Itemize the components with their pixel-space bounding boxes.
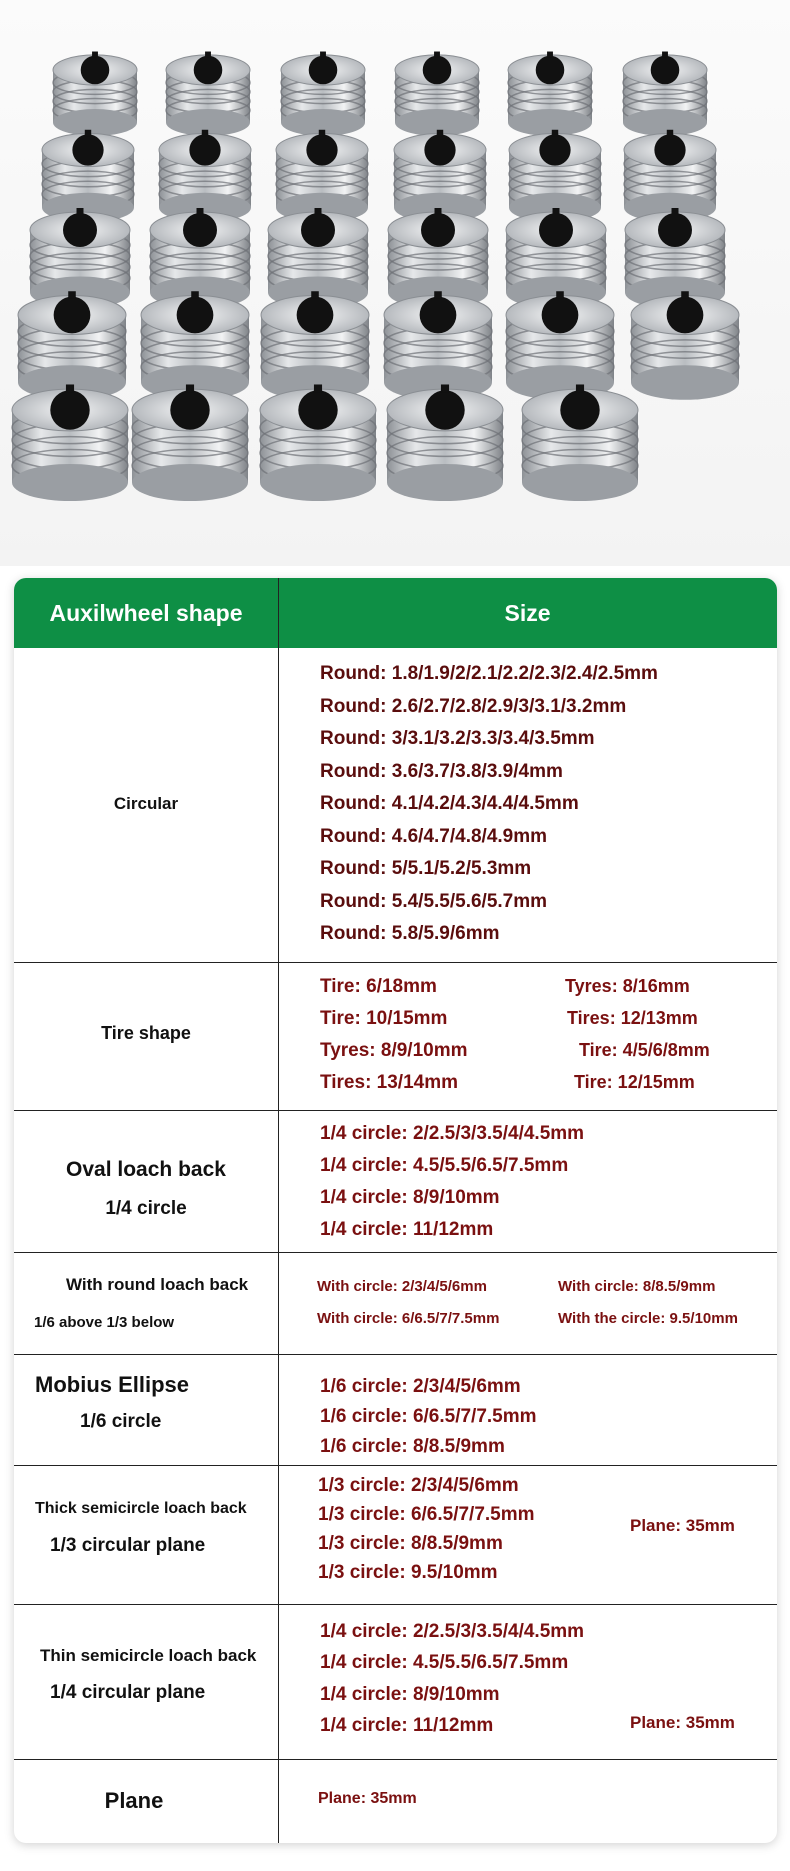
header-size: Size xyxy=(504,600,551,626)
pulley-wheel xyxy=(260,384,376,501)
size-text: 1/3 circle: 8/8.5/9mm xyxy=(318,1533,503,1554)
product-photo xyxy=(0,0,790,566)
size-text: 1/3 circle: 2/3/4/5/6mm xyxy=(318,1475,519,1496)
row-label-plane: Plane xyxy=(104,1788,164,1813)
size-text: 1/3 circle: 6/6.5/7/7.5mm xyxy=(318,1504,535,1525)
pulley-wheel xyxy=(384,291,492,400)
pulley-wheel xyxy=(522,384,638,501)
size-text: 1/4 circle: 11/12mm xyxy=(320,1219,494,1240)
size-text: Round: 4.6/4.7/4.8/4.9mm xyxy=(320,826,548,847)
pulley-wheel xyxy=(631,291,739,400)
row-divider xyxy=(14,1604,777,1605)
size-text: 1/3 circle: 9.5/10mm xyxy=(318,1562,498,1583)
size-text: Tire: 10/15mm xyxy=(320,1008,448,1029)
row-divider xyxy=(14,1465,777,1466)
pulley-wheel xyxy=(159,130,251,222)
size-text: Plane: 35mm xyxy=(318,1790,417,1807)
pulley-wheels-image xyxy=(0,0,790,566)
row-label-thick: Thick semicircle loach back xyxy=(35,1500,247,1517)
pulley-wheel xyxy=(625,208,725,309)
pulley-wheel xyxy=(276,130,368,222)
pulley-wheel xyxy=(281,52,365,136)
row-label-round-back: With round loach back xyxy=(66,1275,249,1294)
row-label-mobius: Mobius Ellipse xyxy=(35,1372,190,1397)
pulley-wheel xyxy=(132,384,248,501)
pulley-wheel xyxy=(506,291,614,400)
pulley-wheel xyxy=(141,291,249,400)
size-text: 1/6 circle: 8/8.5/9mm xyxy=(320,1436,505,1457)
size-text-plane: Plane: 35mm xyxy=(630,1516,735,1535)
pulley-wheel xyxy=(42,130,134,222)
size-text: With circle: 8/8.5/9mm xyxy=(558,1278,716,1295)
size-text: Tire: 6/18mm xyxy=(320,976,437,997)
pulley-wheel xyxy=(30,208,130,309)
size-text: Round: 3/3.1/3.2/3.3/3.4/3.5mm xyxy=(320,728,595,749)
size-text: Round: 5.4/5.5/5.6/5.7mm xyxy=(320,891,548,912)
pulley-wheel xyxy=(150,208,250,309)
size-text: Tires: 13/14mm xyxy=(320,1072,459,1093)
size-text: Tyres: 8/9/10mm xyxy=(320,1040,468,1061)
size-text: 1/4 circle: 4.5/5.5/6.5/7.5mm xyxy=(320,1155,569,1176)
pulley-wheel xyxy=(395,52,479,136)
row-sublabel-round-back: 1/6 above 1/3 below xyxy=(34,1314,175,1331)
size-text: 1/4 circle: 11/12mm xyxy=(320,1715,494,1736)
pulley-wheel xyxy=(623,52,707,136)
size-text: With circle: 6/6.5/7/7.5mm xyxy=(317,1310,500,1327)
pulley-wheel xyxy=(53,52,137,136)
size-text-plane: Plane: 35mm xyxy=(630,1713,735,1732)
column-divider xyxy=(278,578,279,1843)
size-text: Round: 1.8/1.9/2/2.1/2.2/2.3/2.4/2.5mm xyxy=(320,663,658,684)
header-shape: Auxilwheel shape xyxy=(49,600,243,626)
size-text: Round: 5/5.1/5.2/5.3mm xyxy=(320,858,532,879)
size-text: With the circle: 9.5/10mm xyxy=(558,1310,738,1327)
pulley-wheel xyxy=(261,291,369,400)
size-text: 1/6 circle: 2/3/4/5/6mm xyxy=(320,1376,521,1397)
row-divider xyxy=(14,1759,777,1760)
row-label-oval: Oval loach back xyxy=(66,1158,226,1181)
size-text: 1/6 circle: 6/6.5/7/7.5mm xyxy=(320,1406,537,1427)
row-sublabel-thin: 1/4 circular plane xyxy=(50,1682,206,1703)
size-text: With circle: 2/3/4/5/6mm xyxy=(317,1278,487,1295)
pulley-wheel xyxy=(387,384,503,501)
size-text: 1/4 circle: 2/2.5/3/3.5/4/4.5mm xyxy=(320,1621,585,1642)
size-text: 1/4 circle: 2/2.5/3/3.5/4/4.5mm xyxy=(320,1123,585,1144)
row-sublabel-mobius: 1/6 circle xyxy=(80,1411,162,1432)
size-text: 1/4 circle: 8/9/10mm xyxy=(320,1187,500,1208)
pulley-wheel xyxy=(18,291,126,400)
row-sublabel-oval: 1/4 circle xyxy=(105,1198,187,1219)
row-label-tire: Tire shape xyxy=(101,1023,191,1043)
row-label-thin: Thin semicircle loach back xyxy=(40,1646,257,1665)
size-text: 1/4 circle: 8/9/10mm xyxy=(320,1684,500,1705)
size-text: Round: 4.1/4.2/4.3/4.4/4.5mm xyxy=(320,793,579,814)
pulley-wheel xyxy=(624,130,716,222)
row-label-circular: Circular xyxy=(113,794,179,813)
row-divider xyxy=(14,1110,777,1111)
row-divider xyxy=(14,962,777,963)
size-text: Tire: 12/15mm xyxy=(574,1072,695,1092)
size-table xyxy=(14,578,777,1843)
size-text: Round: 5.8/5.9/6mm xyxy=(320,923,500,944)
size-text: Tyres: 8/16mm xyxy=(565,976,690,996)
pulley-wheel xyxy=(12,384,128,501)
size-text: Tire: 4/5/6/8mm xyxy=(579,1040,710,1060)
size-text: Round: 2.6/2.7/2.8/2.9/3/3.1/3.2mm xyxy=(320,696,627,717)
pulley-wheel xyxy=(508,52,592,136)
row-divider xyxy=(14,1252,777,1253)
pulley-wheel xyxy=(166,52,250,136)
table-header xyxy=(14,578,777,648)
row-sublabel-thick: 1/3 circular plane xyxy=(50,1535,206,1556)
size-text: 1/4 circle: 4.5/5.5/6.5/7.5mm xyxy=(320,1652,569,1673)
size-text: Round: 3.6/3.7/3.8/3.9/4mm xyxy=(320,761,563,782)
size-text: Tires: 12/13mm xyxy=(567,1008,698,1028)
row-divider xyxy=(14,1354,777,1355)
pulley-wheel xyxy=(506,208,606,309)
